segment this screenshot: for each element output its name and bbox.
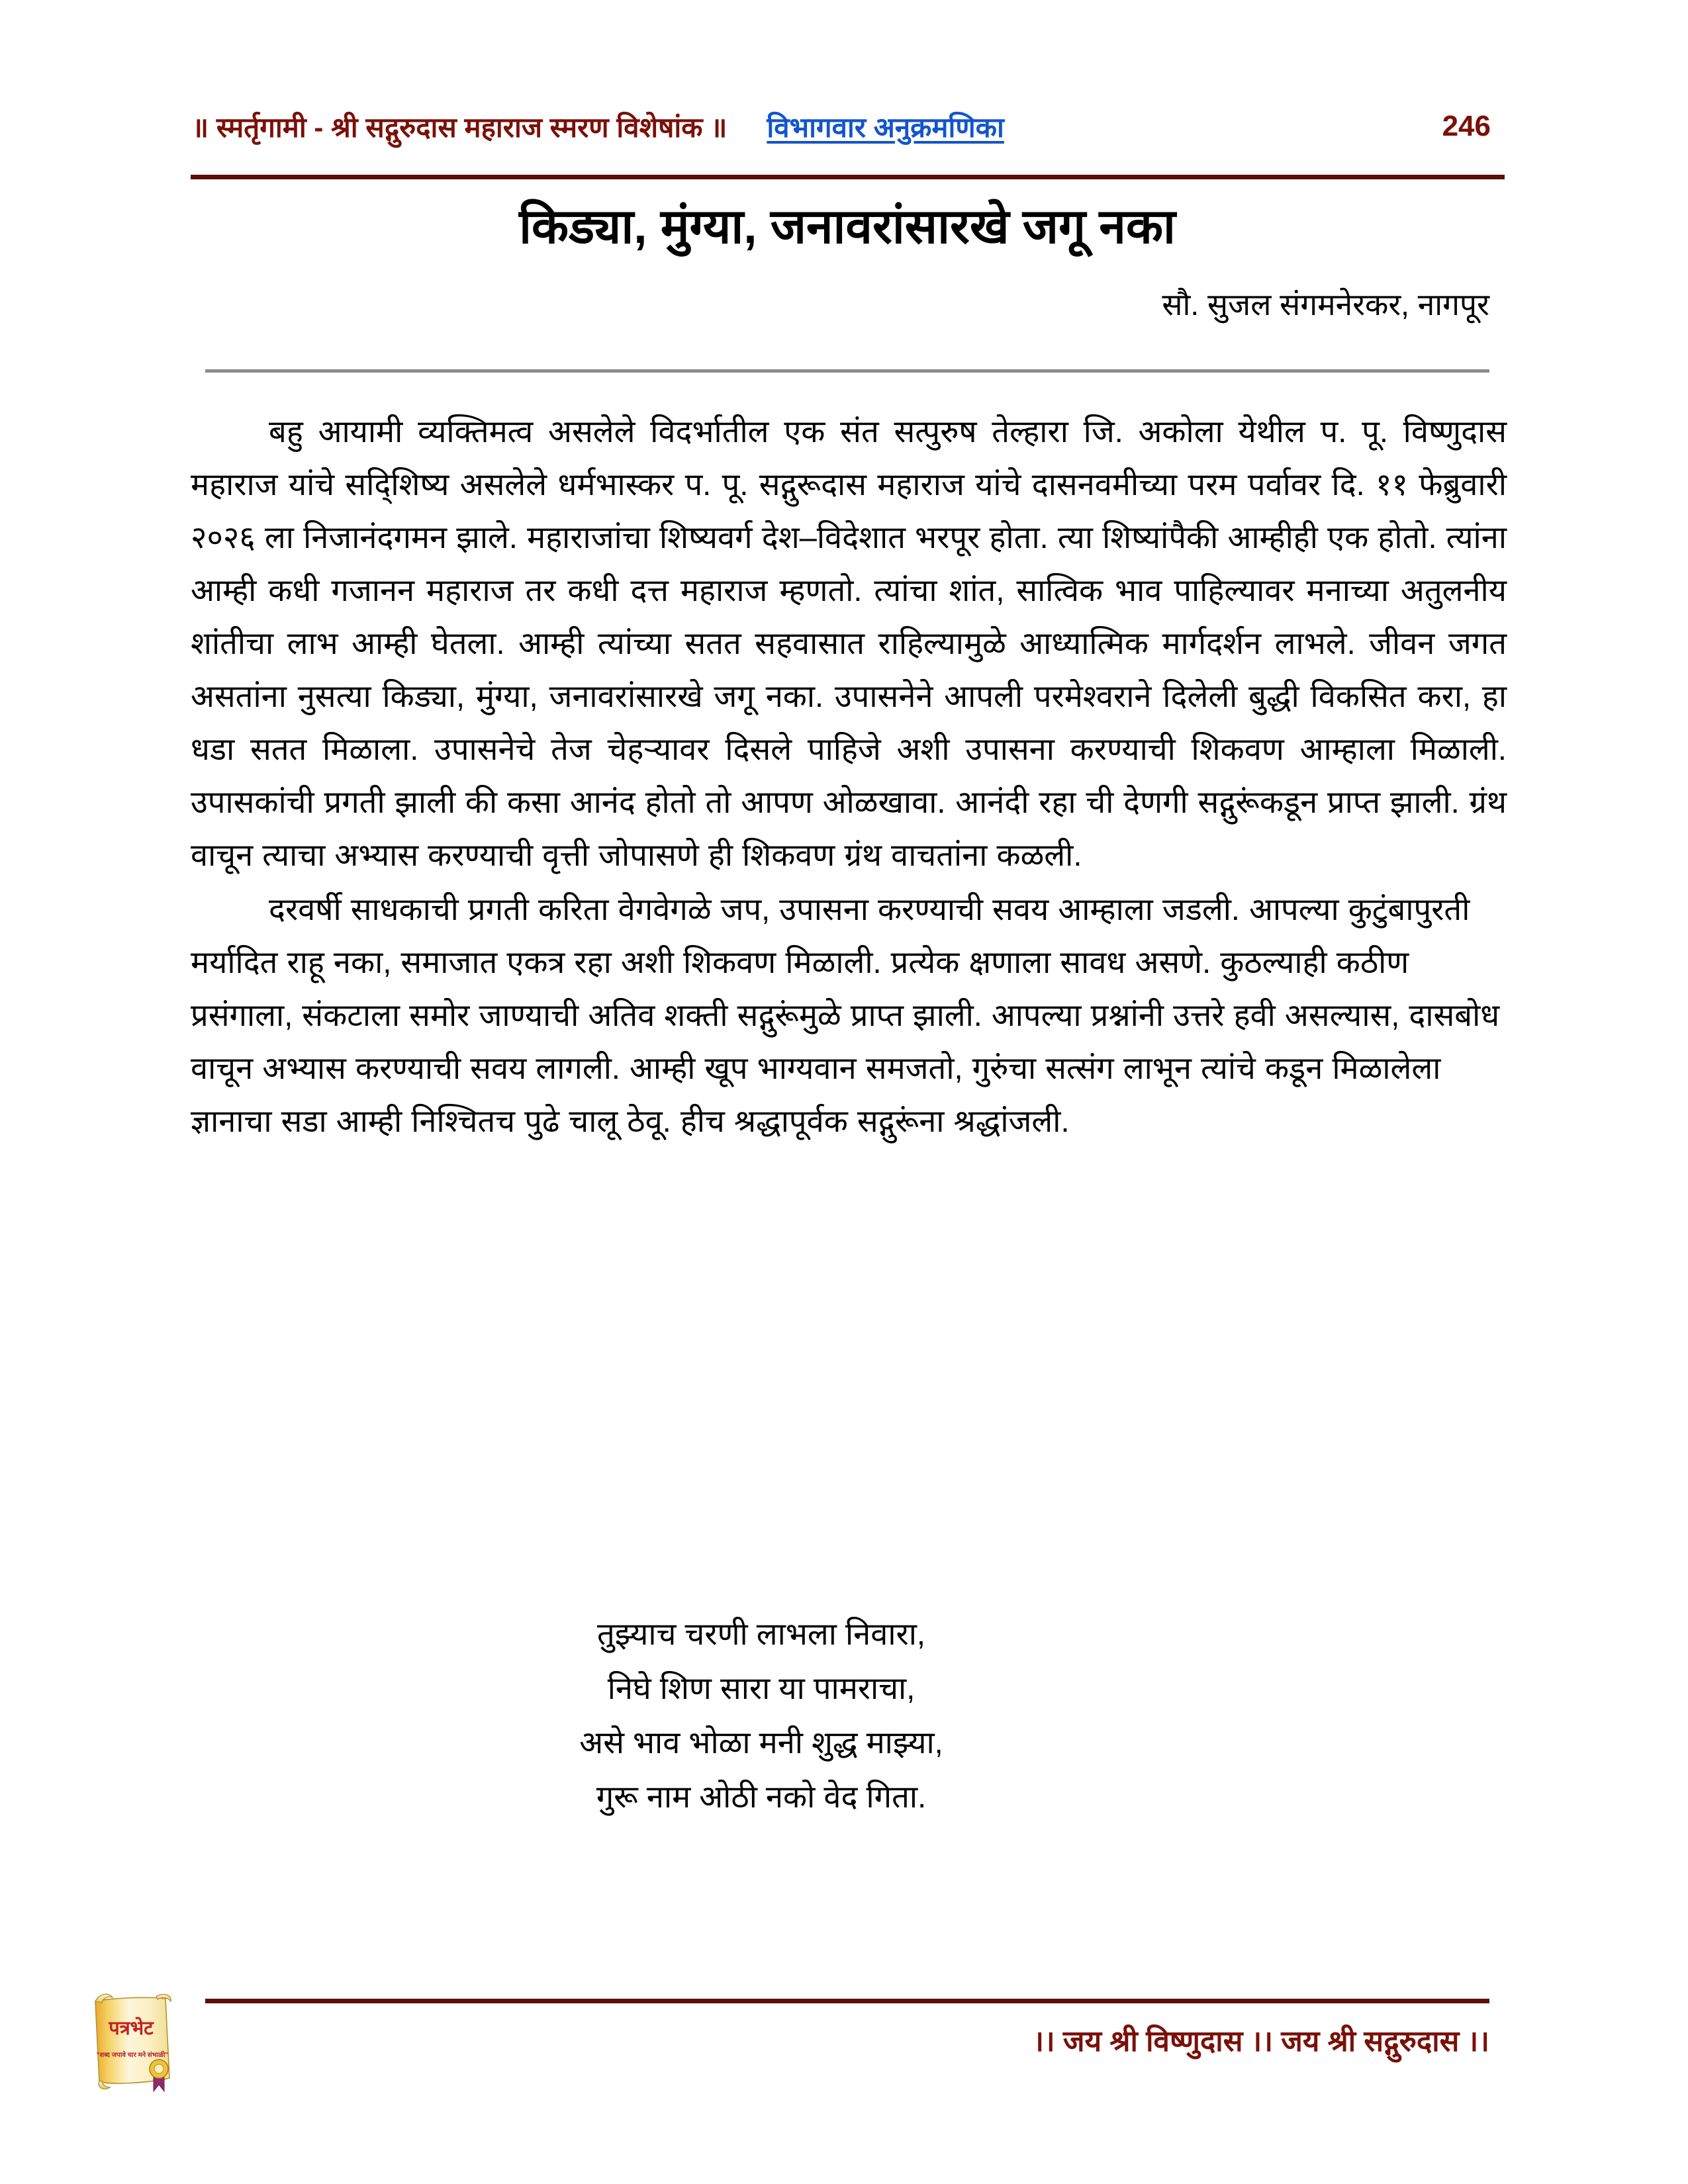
- verse-line: गुरू नाम ओठी नको वेद गिता.: [596, 1779, 927, 1814]
- index-link[interactable]: विभागवार अनुक्रमणिका: [767, 111, 1004, 143]
- page-header: [192, 98, 1503, 155]
- page-number: 246: [1442, 110, 1491, 142]
- scroll-title-text: पत्रभेट: [109, 2018, 154, 2039]
- article-body: [191, 405, 1507, 1149]
- body-paragraph: दरवर्षी साधकाची प्रगती करिता वेगवेगळे जप, उपासना करण्याची सवय आम्हाला जडली. आपल्या कुटुंबापुरती मर्यादित राहू नका, समाजात एकत्र रहा अशी शिकवण मिळाली. प्रत्येक क्षणाला सावध असणे. कुठल्याही कठीण प्रसंगाला, संकटाला समोर जाण्याची अतिव शक्ती सद्गुरूंमुळे प्राप्त झाली. आपल्या प्रश्नांनी उत्तरे हवी असल्यास, दासबोध वाचून अभ्यास करण्याची सवय लागली. आम्ही खूप भाग्यवान समजतो, गुरुंचा सत्संग लाभून त्यांचे कडून मिळालेला ज्ञानाचा सडा आम्ही निश्चितच पुढे चालू ठेवू. हीच श्रद्धापूर्वक सद्गुरूंना श्रद्धांजली.: [191, 891, 1500, 1138]
- footer-divider: [205, 1999, 1489, 2003]
- verse-line: असे भाव भोळा मनी शुद्ध माझ्या,: [579, 1725, 943, 1760]
- verse-line: निघे शिण सारा या पामराचा,: [607, 1670, 915, 1706]
- footer-text: ।। जय श्री विष्णुदास ।। जय श्री सद्गुरुदास ।।: [1033, 2025, 1489, 2058]
- body-paragraph: बहु आयामी व्यक्तिमत्व असलेले विदर्भातील एक संत सत्पुरुष तेल्हारा जि. अकोला येथील प. पू. विष्णुदास महाराज यांचे सदि्शिष्य असलेले धर्मभास्कर प. पू. सद्गुरूदास महाराज यांचे दासनवमीच्या परम पर्वावर दि. ११ फेब्रुवारी २०२६ ला निजानंदगमन झाले. महाराजांचा शिष्यवर्ग देश–विदेशात भरपूर होता. त्या शिष्यांपैकी आम्हीही एक होतो. त्यांना आम्ही कधी गजानन महाराज तर कधी दत्त महाराज म्हणतो. त्यांचा शांत, सात्विक भाव पाहिल्यावर मनाच्या अतुलनीय शांतीचा लाभ आम्ही घेतला. आम्ही त्यांच्या सतत सहवासात राहिल्यामुळे आध्यात्मिक मार्गदर्शन लाभले. जीवन जगत असतांना नुसत्या किड्या, मुंग्या, जनावरांसारखे जगू नका. उपासनेने आपली परमेश्वराने दिलेली बुद्धी विकसित करा, हा धडा सतत मिळाला. उपासनेचे तेज चेहऱ्यावर दिसले पाहिजे अशी उपासना करण्याची शिकवण आम्हाला मिळाली. उपासकांची प्रगती झाली की कसा आनंद होतो तो आपण ओळखावा. आनंदी रहा ची देणगी सद्गुरूंकडून प्राप्त झाली. ग्रंथ वाचून त्याचा अभ्यास करण्याची वृत्ती जोपासणे ही शिकवण ग्रंथ वाचतांना कळली.: [191, 414, 1507, 872]
- scroll-tagline-text: "शब्द जपावे चार मने संभाळी": [96, 2052, 169, 2059]
- verse-block: [192, 1607, 1331, 1824]
- scroll-icon: [85, 1979, 181, 2095]
- title-divider: [205, 369, 1489, 373]
- article-title: किड्या, मुंग्या, जनावरांसारखे जगू नका: [519, 200, 1176, 253]
- ribbon-seal-inner: [154, 2064, 164, 2073]
- verse-line: तुझ्याच चरणी लाभला निवारा,: [597, 1616, 925, 1651]
- header-title: ॥ स्मर्तृगामी - श्री सद्गुरुदास महाराज स्मरण विशेषांक ॥: [192, 111, 727, 143]
- patrabhet-scroll-logo: [85, 1979, 181, 2095]
- article-author: सौ. सुजल संगमनेरकर, नागपूर: [1162, 287, 1489, 322]
- header-divider: [191, 175, 1505, 179]
